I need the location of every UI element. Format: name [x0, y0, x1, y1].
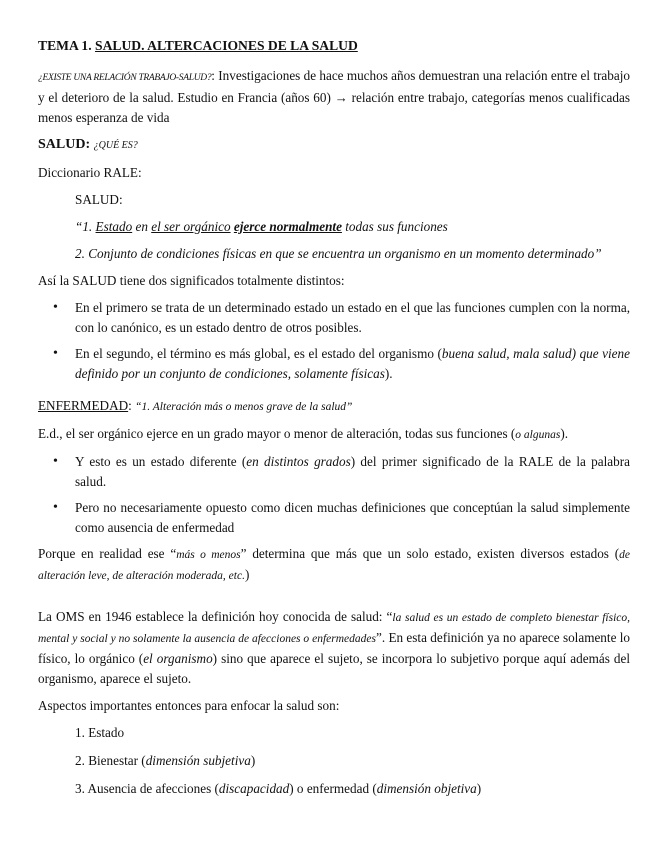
def1-estado: Estado — [95, 219, 133, 234]
oms-paragraph — [38, 607, 630, 689]
salud-word: SALUD: — [75, 192, 123, 207]
enfermedad-def: “1. Alteración más o menos grave de la salud” — [135, 401, 353, 413]
asi-paragraph: Así la SALUD tiene dos significados totalmente distintos: — [38, 273, 345, 288]
list-item — [38, 498, 630, 538]
title-prefix: TEMA 1. — [38, 38, 96, 53]
bullet1-1-end: ). — [384, 366, 393, 381]
definition-1 — [38, 217, 630, 237]
bullet2-0-a: Y esto es un estado diferente ( — [75, 454, 247, 469]
oms-it2: el organismo — [143, 651, 213, 666]
bullet1-0-text: En el primero se trata de un determinado estado un estado en el que las funciones cumplen con la norma, con lo canónico, es un estado dentro de otros posibles. — [75, 300, 630, 335]
porque-a: Porque en realidad ese “ — [38, 546, 177, 561]
intro-question: ¿EXISTE UNA RELACIÓN TRABAJO-SALUD? — [38, 73, 212, 83]
ed-italic: o algunas — [515, 429, 561, 441]
porque-b: ” determina que más que un solo estado, existen diversos estados ( — [240, 546, 620, 561]
oms-it1: la salud es un estado de completo bienestar físico, mental y social y no solamente la ausencia de afecciones o enfermedades — [38, 612, 631, 645]
aspect-text: Bienestar ( — [88, 753, 146, 768]
aspect-italic-2: dimensión objetiva — [376, 781, 477, 796]
def1-ejerce: ejerce normalmente — [233, 219, 342, 234]
bullet1-1-text: En el segundo, el término es más global, es el estado del organismo ( — [75, 346, 442, 361]
ed-text: E.d., el ser orgánico ejerce en un grado mayor o menor de alteración, todas sus funciones ( — [38, 426, 516, 441]
title-text: SALUD. ALTERCACIONES DE LA SALUD — [95, 38, 358, 53]
oms-b: ”. En esta definición ya no aparece solamente lo físico, lo orgánico ( — [38, 630, 631, 666]
intro-paragraph — [38, 66, 630, 128]
bullet-icon: • — [53, 300, 58, 315]
aspect-text-end: ) — [250, 753, 256, 768]
porque-it2: de alteración leve, de alteración moderada, etc. — [38, 549, 630, 582]
salud-heading — [38, 135, 630, 156]
aspect-list — [38, 723, 630, 799]
document-title — [38, 36, 630, 56]
enfermedad-colon: : — [128, 398, 136, 413]
bullet-icon: • — [53, 500, 58, 515]
enfermedad-paragraph — [38, 396, 630, 417]
list-item — [75, 751, 630, 771]
porque-c: ) — [244, 567, 250, 582]
porque-it1: más o menos — [176, 549, 241, 561]
def1-rest: todas sus funciones — [341, 219, 448, 234]
list-item — [38, 452, 630, 492]
aspect-text-end: ) — [476, 781, 482, 796]
aspect-num: 3. — [75, 781, 85, 796]
ed-paragraph — [38, 424, 630, 445]
oms-a: La OMS en 1946 establece la definición hoy conocida de salud: “ — [38, 609, 393, 624]
bullet2-1-a: Pero no necesariamente opuesto como dicen muchas definiciones que conceptúan la salud simplemente como ausencia de enfermedad — [75, 500, 630, 535]
porque-paragraph — [38, 544, 630, 586]
arrow-icon: → — [334, 90, 348, 105]
oms-c: ) sino que aparece el sujeto, se incorpora lo subjetivo porque aquí además del organismo, aparece el sujeto. — [38, 651, 630, 686]
bullet-icon: • — [53, 346, 58, 361]
def1-en: en — [132, 219, 152, 234]
aspectos-paragraph: Aspectos importantes entonces para enfocar la salud son: — [38, 698, 340, 713]
bullet-list-1 — [38, 298, 630, 384]
diccionario-label: Diccionario RALE: — [38, 165, 142, 180]
aspect-num: 1. — [75, 725, 85, 740]
ed-end: ). — [560, 426, 569, 441]
intro-text-a: : Investigaciones de hace muchos años demuestran una relación entre el trabajo y el deterioro de la salud. Estudio en Francia (años 60) — [38, 68, 630, 105]
aspect-text-mid: ) o enfermedad ( — [289, 781, 377, 796]
bullet-list-2 — [38, 452, 630, 538]
bullet-icon: • — [53, 454, 58, 469]
aspect-italic: dimensión subjetiva — [145, 753, 251, 768]
definition-2: 2. Conjunto de condiciones físicas en que se encuentra un organismo en un momento determinado” — [75, 246, 602, 261]
aspect-italic: discapacidad — [218, 781, 290, 796]
bullet1-1-italic: buena salud, mala salud) que viene definido por un conjunto de condiciones, solamente físicas — [75, 346, 630, 381]
salud-heading-label: SALUD: — [38, 137, 91, 152]
enfermedad-label: ENFERMEDAD — [38, 398, 129, 413]
bullet2-0-b: ) del primer significado de la RALE de la palabra salud. — [75, 454, 630, 489]
aspect-text: Ausencia de afecciones ( — [87, 781, 219, 796]
def1-ser: el ser orgánico — [151, 219, 231, 234]
list-item — [38, 298, 630, 338]
aspect-num: 2. — [75, 753, 85, 768]
def1-open: “1. — [75, 219, 96, 234]
list-item — [75, 723, 630, 743]
list-item — [75, 779, 630, 799]
salud-heading-question: ¿QUÉ ES? — [93, 140, 138, 151]
aspect-text: Estado — [88, 725, 125, 740]
list-item — [38, 344, 630, 384]
bullet2-0-italic: en distintos grados — [246, 454, 351, 469]
intro-text-b: relación entre trabajo, categorías menos cualificadas menos esperanza de vida — [38, 90, 630, 125]
